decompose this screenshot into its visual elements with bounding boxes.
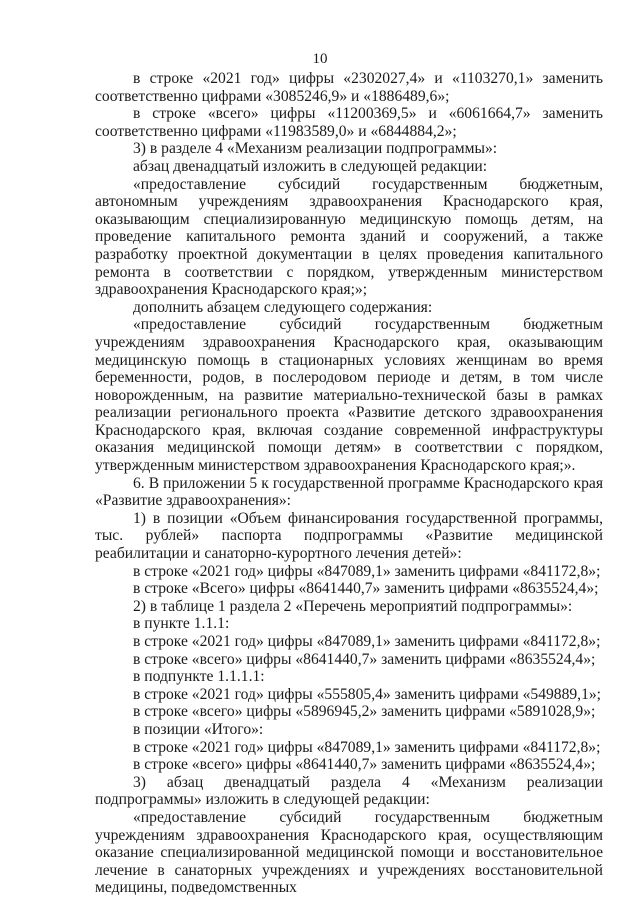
- paragraph: 3) в разделе 4 «Механизм реализации подпрограммы»:: [133, 140, 498, 158]
- paragraph: в строке «2021 год» цифры «2302027,4» и «1103270,1» заменить соответственно цифрами «3085246,9» и «1886489,6»;: [95, 70, 603, 105]
- paragraph: в строке «всего» цифры «8641440,7» заменить цифрами «8635524,4»;: [133, 756, 596, 774]
- paragraph: «предоставление субсидий государственным бюджетным учреждениям здравоохранения Краснодарского края, осуществляющим оказание специализированной медицинской помощи и восстановительное лечение в санаторных учреждениях и учреждениях восстановительной медицины, подведомственных: [95, 808, 603, 897]
- paragraph: абзац двенадцатый изложить в следующей редакции:: [133, 157, 488, 175]
- paragraph: «предоставление субсидий государственным бюджетным учреждениям здравоохранения Краснодарского края, оказывающим медицинскую помощь в стационарных условиях женщинам во время беременности, родов, в послеродовом периоде и детям, в том числе новорожденным, на развитие материально-технической базы в рамках реализации регионального проекта «Развитие детского здравоохранения Краснодарского края, включая создание современной инфраструктуры оказания медицинской помощи детям» в соответствии с порядком, утвержденным министерством здравоохранения Краснодарского края;».: [95, 316, 603, 475]
- paragraph: 1) в позиции «Объем финансирования государственной программы, тыс. рублей» паспорта подпрограммы «Развитие медицинской реабилитации и санаторно-курортного лечения детей»:: [95, 509, 603, 563]
- paragraph: в строке «2021 год» цифры «847089,1» заменить цифрами «841172,8»;: [133, 633, 601, 650]
- paragraph: 6. В приложении 5 к государственной программе Краснодарского края «Развитие здравоохранения»:: [95, 474, 603, 510]
- paragraph: «предоставление субсидий государственным бюджетным, автономным учреждениям здравоохранения Краснодарского края, оказывающим специализированную медицинскую помощь детям, на проведение капитального ремонта зданий и сооружений, а также разработку проектной документации в целях проведения капитального ремонта в соответствии с порядком, утвержденным министерством здравоохранения Краснодарского края;»;: [95, 175, 603, 299]
- page-number: 10: [312, 51, 328, 67]
- document-body: [95, 70, 603, 897]
- paragraph: в строке «2021 год» цифры «847089,1» заменить цифрами «841172,8»;: [133, 738, 601, 756]
- paragraph: в подпункте 1.1.1.1:: [133, 668, 265, 686]
- paragraph: дополнить абзацем следующего содержания:: [133, 298, 433, 316]
- paragraph: в строке «всего» цифры «5896945,2» заменить цифрами «5891028,9»;: [133, 703, 596, 721]
- paragraph: 3) абзац двенадцатый раздела 4 «Механизм реализации подпрограммы» изложить в следующей редакции:: [95, 773, 603, 809]
- paragraph: в позиции «Итого»:: [133, 720, 264, 738]
- paragraph: в строке «Всего» цифры «8641440,7» заменить цифрами «8635524,4»;: [133, 580, 599, 598]
- paragraph: в пункте 1.1.1:: [133, 615, 230, 633]
- paragraph: в строке «2021 год» цифры «555805,4» заменить цифрами «549889,1»;: [133, 685, 602, 703]
- paragraph: 2) в таблице 1 раздела 2 «Перечень мероприятий подпрограммы»:: [133, 597, 573, 615]
- paragraph: в строке «всего» цифры «11200369,5» и «6061664,7» заменить соответственно цифрами «11983589,0» и «6844884,2»;: [95, 105, 603, 140]
- paragraph: в строке «всего» цифры «8641440,7» заменить цифрами «8635524,4»;: [133, 650, 596, 668]
- paragraph: в строке «2021 год» цифры «847089,1» заменить цифрами «841172,8»;: [133, 562, 601, 580]
